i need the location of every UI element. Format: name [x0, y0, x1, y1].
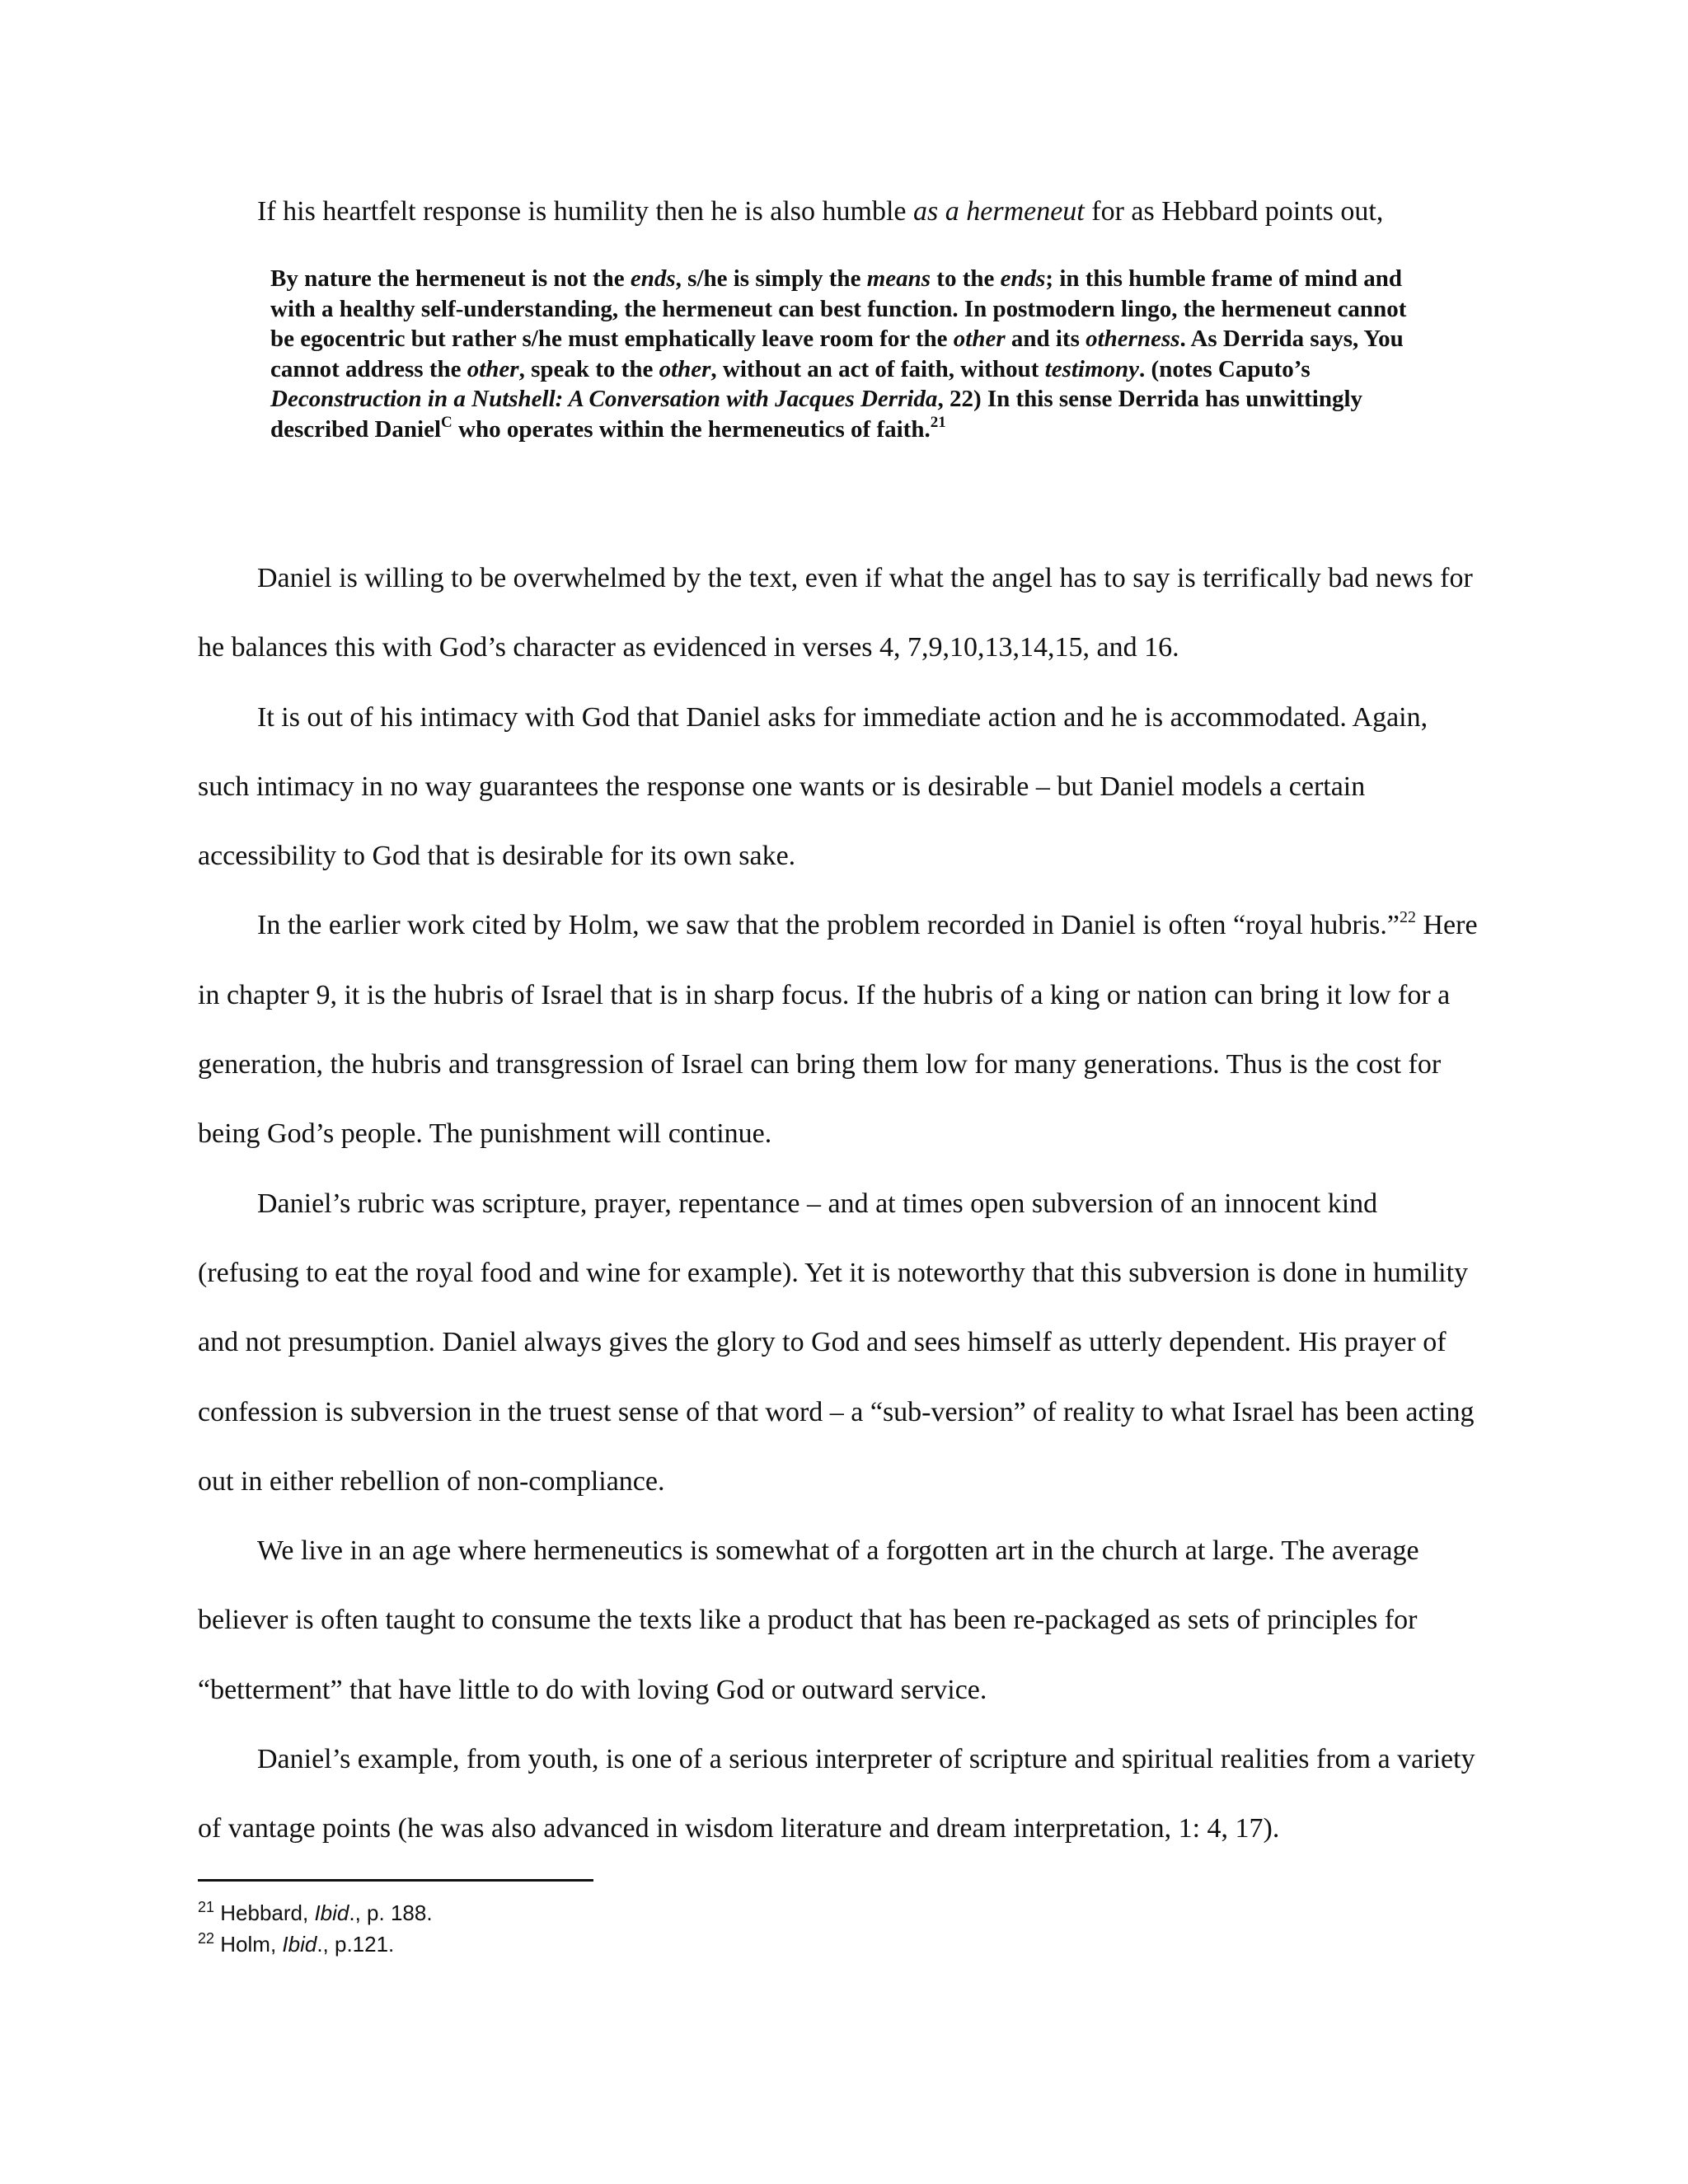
footnote-ref-21[interactable]: 21 — [930, 413, 946, 431]
quote-book-title: Deconstruction in a Nutshell: A Conversation with Jacques Derrida — [270, 386, 938, 412]
footnote-author: Holm — [220, 1932, 270, 1957]
quote-italic: other — [467, 355, 519, 382]
paragraph-2: It is out of his intimacy with God that Daniel asks for immediate action and he is accommodated. Again, such intimacy in no way guarantees the response one wants or is desirable – but Daniel models a certain accessibility to God that is desirable for its own sake. — [198, 701, 1428, 872]
footnote-ibid: Ibid — [282, 1932, 317, 1957]
footnote-22 — [198, 1929, 940, 1960]
quote-text: who operates within the hermeneutics of faith. — [452, 415, 931, 443]
footnote-page: ., p.121. — [316, 1932, 395, 1957]
intro-text: If his heartfelt response is humility then he is also humble — [257, 196, 914, 227]
paragraph-5: We live in an age where hermeneutics is somewhat of a forgotten art in the church at large. The average believer is often taught to consume the texts like a product that has been re-packaged as sets of principles for “betterment” that have little to do with loving God or outward service. — [198, 1535, 1419, 1705]
footnote-separator — [198, 1879, 593, 1882]
paragraph-3-text-end: Here in chapter 9, it is the hubris of Israel that is in sharp focus. If the hubris of a king or nation can bring it low for a generation, the hubris and transgression of Israel can bring them low for many generations. Thus is the cost for being God’s people. The punishment will continue. — [198, 910, 1478, 1150]
footnote-ref-22[interactable]: 22 — [1399, 908, 1416, 927]
footnote-number: 22 — [198, 1930, 215, 1947]
quote-italic: testimony — [1044, 355, 1140, 382]
quote-text: . As Derrida says, You cannot address the — [270, 326, 1404, 382]
paragraph-1: Daniel is willing to be overwhelmed by the text, even if what the angel has to say is terrifically bad news for he balances this with God’s character as evidenced in verses 4, 7,9,10,13,14,15, and 16. — [198, 563, 1473, 663]
paragraph-6: Daniel’s example, from youth, is one of a serious interpreter of scripture and spiritual realities from a variety of vantage points (he was also advanced in wisdom literature and dream interpretation, 1: 4, 17). — [198, 1744, 1475, 1844]
intro-text-end: for as Hebbard points out, — [1084, 196, 1384, 227]
block-quote — [270, 264, 1424, 444]
footnote-author: Hebbard — [220, 1900, 302, 1925]
footnote-number: 21 — [198, 1899, 215, 1915]
quote-text: ; in this humble frame of mind and with a healthy self-understanding, the hermeneut can best function. In postmodern lingo, the hermeneut cannot be egocentric but rather s/he must emphatically leave room for the — [270, 265, 1407, 352]
intro-sentence — [257, 191, 1493, 232]
quote-italic: other — [659, 355, 711, 382]
paragraph-4: Daniel’s rubric was scripture, prayer, repentance – and at times open subversion of an innocent kind (refusing to eat the royal food and wine for example). Yet it is noteworthy that this subversion is done in humility and not presumption. Daniel always gives the glory to God and sees himself as utterly dependent. His prayer of confession is subversion in the truest sense of that word – a “sub-version” of reality to what Israel has been acting out in either rebellion of non-compliance. — [198, 1188, 1475, 1497]
quote-italic: other — [953, 326, 1006, 352]
paragraph-3-text: In the earlier work cited by Holm, we saw that the problem recorded in Daniel is often “royal hubris.” — [257, 910, 1400, 941]
quote-text: , 22) In this sense Derrida has unwittingly described Daniel — [270, 386, 1363, 443]
quote-italic: ends — [630, 265, 676, 292]
quote-superscript-c: C — [441, 413, 452, 431]
quote-text: , speak to the — [518, 355, 659, 382]
footnotes — [198, 1897, 940, 1960]
footnote-separator-text: , — [270, 1932, 283, 1957]
quote-text: to the — [931, 265, 1001, 292]
quote-italic: otherness — [1085, 326, 1180, 352]
quote-text: . (notes Caputo’s — [1139, 355, 1311, 382]
quote-text: By nature the hermeneut is not the — [270, 265, 631, 292]
intro-italic-phrase: as a hermeneut — [913, 196, 1085, 227]
footnote-ibid: Ibid — [314, 1900, 349, 1925]
paragraph-3 — [198, 891, 1484, 1169]
quote-italic: means — [866, 265, 931, 292]
quote-text: , s/he is simply the — [675, 265, 867, 292]
quote-text: , without an act of faith, without — [710, 355, 1045, 382]
footnote-page: ., p. 188. — [349, 1900, 433, 1925]
body-text — [198, 544, 1484, 1864]
footnote-21 — [198, 1897, 940, 1929]
quote-italic: ends — [1000, 265, 1046, 292]
footnote-separator-text: , — [302, 1900, 315, 1925]
quote-text: and its — [1005, 326, 1086, 352]
